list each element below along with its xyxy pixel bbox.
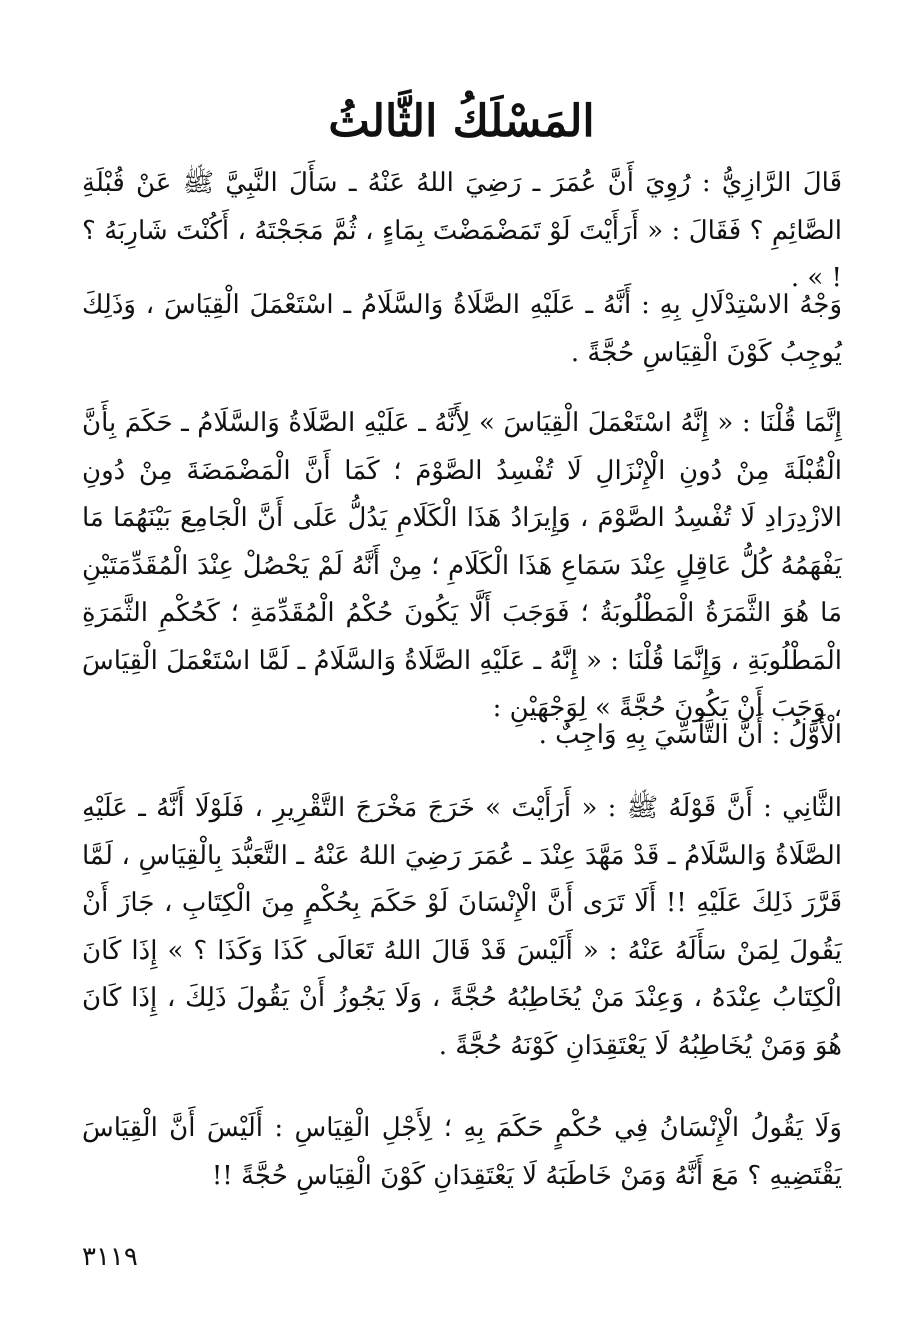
paragraph-istidlal: وَجْهُ الاسْتِدْلَالِ بِهِ : أَنَّهُ ـ عَلَيْهِ الصَّلَاةُ وَالسَّلَامُ ـ اسْتَعْمَلَ الْقِيَاسَ ، وَذَلِكَ يُوجِبُ كَوْنَ الْقِيَاسِ حُجَّةً . bbox=[82, 290, 842, 368]
paragraph-first-reason: الْأَوَّلُ : أَنَّ التَّأَسِّيَ بِهِ وَاجِبٌ . bbox=[538, 720, 842, 750]
paragraph-razi-narration: قَالَ الرَّازِيُّ : رُوِيَ أَنَّ عُمَرَ ـ رَضِيَ اللهُ عَنْهُ ـ سَأَلَ النَّبِيَّ ﷺ عَنْ قُبْلَةِ الصَّائِمِ ؟ فَقَالَ : « أَرَأَيْتَ لَوْ تَمَضْمَضْتَ بِمَاءٍ ، ثُمَّ مَجَجْتَهُ ، أَكُنْتَ شَارِبَهُ ؟ ! » . bbox=[82, 168, 842, 293]
page-number: ٣١١٩ bbox=[82, 1242, 138, 1272]
paragraph-qiyas-argument: إِنَّمَا قُلْنَا : « إِنَّهُ اسْتَعْمَلَ الْقِيَاسَ » لِأَنَّهُ ـ عَلَيْهِ الصَّلَاةُ وَالسَّلَامُ ـ حَكَمَ بِأَنَّ الْقُبْلَةَ مِنْ دُونِ الْإِنْزَالِ لَا تُفْسِدُ الصَّوْمَ ؛ كَمَا أَنَّ الْمَضْمَضَةَ مِنْ دُونِ الازْدِرَادِ لَا تُفْسِدُ الصَّوْمَ ، وَإِيرَادُ هَذَا الْكَلَامِ يَدُلُّ عَلَى أَنَّ الْجَامِعَ بَيْنَهُمَا مَا يَفْهَمُهُ كُلُّ عَاقِلٍ عِنْدَ سَمَاعِ هَذَا الْكَلَامِ ؛ مِنْ أَنَّهُ لَمْ يَحْصُلْ عِنْدَ الْمُقَدِّمَتَيْنِ مَا هُوَ الثَّمَرَةُ الْمَطْلُوبَةُ ؛ فَوَجَبَ أَلَّا يَكُونَ حُكْمُ الْمُقَدِّمَةِ ؛ كَحُكْمِ الثَّمَرَةِ الْمَطْلُوبَةِ ، وَإِنَّمَا قُلْنَا : « إِنَّهُ ـ عَلَيْهِ الصَّلَاةُ وَالسَّلَامُ ـ لَمَّا اسْتَعْمَلَ الْقِيَاسَ ، وَجَبَ أَنْ يَكُونَ حُجَّةً » لِوَجْهَيْنِ : bbox=[82, 408, 842, 723]
section-heading: المَسْلَكُ الثَّالثُ bbox=[328, 96, 595, 147]
paragraph-conclusion: وَلَا يَقُولُ الْإِنْسَانُ فِي حُكْمٍ حَكَمَ بِهِ ؛ لِأَجْلِ الْقِيَاسِ : أَلَيْسَ أَنَّ الْقِيَاسَ يَقْتَضِيهِ ؟ مَعَ أَنَّهُ وَمَنْ خَاطَبَهُ لَا يَعْتَقِدَانِ كَوْنَ الْقِيَاسِ حُجَّةً !! bbox=[82, 1113, 842, 1191]
paragraph-second-reason: الثَّانِي : أَنَّ قَوْلَهُ ﷺ : « أَرَأَيْتَ » خَرَجَ مَخْرَجَ التَّقْرِيرِ ، فَلَوْلَا أَنَّهُ ـ عَلَيْهِ الصَّلَاةُ وَالسَّلَامُ ـ قَدْ مَهَّدَ عِنْدَ ـ عُمَرَ رَضِيَ اللهُ عَنْهُ ـ التَّعَبُّدَ بِالْقِيَاسِ ، لَمَّا قَرَّرَ ذَلِكَ عَلَيْهِ !! أَلَا تَرَى أَنَّ الْإِنْسَانَ لَوْ حَكَمَ بِحُكْمٍ مِنَ الْكِتَابِ ، جَازَ أَنْ يَقُولَ لِمَنْ سَأَلَهُ عَنْهُ : « أَلَيْسَ قَدْ قَالَ اللهُ تَعَالَى كَذَا وَكَذَا ؟ » إِذَا كَانَ الْكِتَابُ عِنْدَهُ ، وَعِنْدَ مَنْ يُخَاطِبُهُ حُجَّةً ، وَلَا يَجُوزُ أَنْ يَقُولَ ذَلِكَ ، إِذَا كَانَ هُوَ وَمَنْ يُخَاطِبُهُ لَا يَعْتَقِدَانِ كَوْنَهُ حُجَّةً . bbox=[82, 793, 842, 1061]
